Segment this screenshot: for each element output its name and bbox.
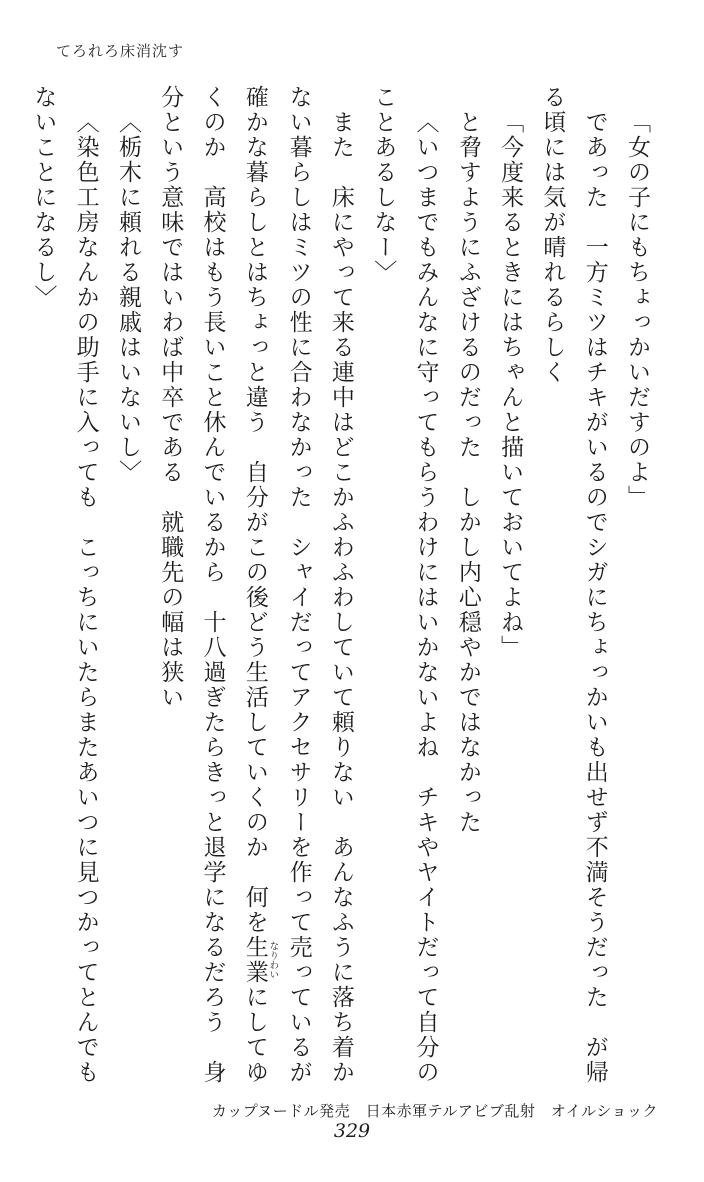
text-column-13: 〈栃木に頼れる親戚はいないし〉 bbox=[115, 110, 141, 485]
text-column-10: 確かな暮らしとはちょっと違う 自分がこの後どう生活していくのか 何を生業 なりわいにしてゆ bbox=[242, 85, 278, 1085]
footer-timeline: カップヌードル発売 日本赤軍テルアビブ乱射 オイルショック bbox=[211, 1104, 658, 1120]
text-column-14: 〈染色工房なんかの助手に入っても こっちにいたらまたあいつに見つかってとんでも bbox=[73, 110, 99, 1085]
text-column-9: ない暮らしはミツの性に合わなかった シャイだってアクセサリーを作って売っているが bbox=[286, 85, 312, 1085]
running-header: てろれろ床消沈す bbox=[56, 44, 185, 60]
text-column-12: 分という意味ではいわば中卒である 就職先の幅は狭い bbox=[158, 85, 184, 710]
text-column-7: ことあるしなー〉 bbox=[371, 85, 397, 285]
text-column-4: 「今度来るときにはちゃんと描いておいてよね」 bbox=[498, 110, 524, 660]
text-column-3: る頃には気が晴れるらしく bbox=[540, 85, 566, 385]
text-column-1: 「女の子にもちょっかいだすのよ」 bbox=[625, 110, 650, 510]
page-number: 329 bbox=[333, 1120, 371, 1142]
ruby-annotation: 生業 なりわい bbox=[242, 935, 278, 985]
text-column-15: ないことになるし〉 bbox=[31, 85, 57, 310]
body-text-vertical bbox=[22, 85, 658, 1087]
text-column-8: また 床にやって来る連中はどこかふわふわしていて頼りない あんなふうに落ち着か bbox=[328, 110, 354, 1085]
text-column-6: 〈いつまでもみんなに守ってもらうわけにはいかないよね チキやヤイトだって自分の bbox=[413, 110, 439, 1085]
text-column-5: と脅すようにふざけるのだった しかし内心穏やかではなかった bbox=[455, 110, 481, 835]
text-column-11: くのか 高校はもう長いこと休んでいるから 十八過ぎたらきっと退学になるだろう 身 bbox=[200, 85, 226, 1085]
text-column-2: であった 一方ミツはチキがいるのでシガにちょっかいも出せず不満そうだった が帰 bbox=[582, 110, 608, 1085]
